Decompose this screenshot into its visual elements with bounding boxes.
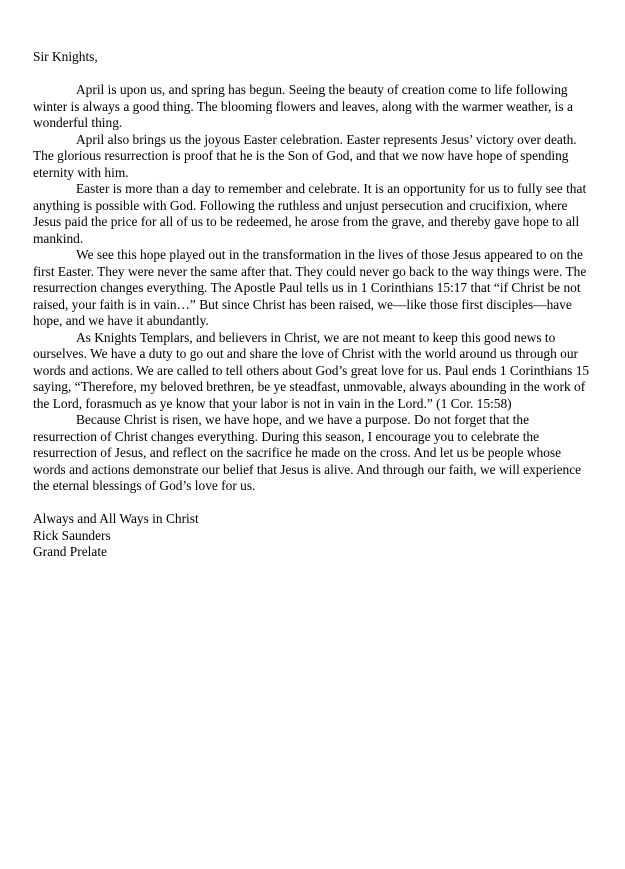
letter-body xyxy=(33,49,595,561)
paragraph-knights-templars: As Knights Templars, and believers in Christ, we are not meant to keep this good news to ourselves. We have a duty to go out and share the love of Christ with the world around us through our words and actions. We are called to tell others about God’s great love for us. Paul ends 1 Corinthians 15 saying, “Therefore, my beloved brethren, be ye steadfast, unmovable, always abounding in the work of the Lord, forasmuch as ye know that your labor is not in vain in the Lord.” (1 Cor. 15:58) xyxy=(33,329,590,411)
signer-title: Grand Prelate xyxy=(33,544,107,559)
salutation: Sir Knights, xyxy=(33,49,98,64)
signer-name: Rick Saunders xyxy=(33,527,111,543)
paragraph-easter: April also brings us the joyous Easter celebration. Easter represents Jesus’ victory over death. The glorious resurrection is proof that he is the Son of God, and that we now have hope of spending eternity with him. xyxy=(33,131,577,180)
paragraph-purpose: Because Christ is risen, we have hope, and we have a purpose. Do not forget that the resurrection of Christ changes everything. During this season, I encourage you to celebrate the resurrection of Jesus, and reflect on the sacrifice he made on the cross. And let us be people whose words and actions demonstrate our belief that Jesus is alive. And through our faith, we will experience the eternal blessings of God’s love for us. xyxy=(33,412,582,493)
paragraph-remember: Easter is more than a day to remember and celebrate. It is an opportunity for us to fully see that anything is possible with God. Following the ruthless and unjust persecution and crucifixion, where Jesus paid the price for all of us to be redeemed, he arose from the grave, and thereby gave hope to all mankind. xyxy=(33,181,587,246)
paragraph-spring: April is upon us, and spring has begun. Seeing the beauty of creation come to life following winter is always a good thing. The blooming flowers and leaves, along with the warmer weather, is a wonderful thing. xyxy=(33,82,573,130)
paragraph-hope: We see this hope played out in the transformation in the lives of those Jesus appeared to on the first Easter. They were never the same after that. They could never go back to the way things were. The resurrection changes everything. The Apostle Paul tells us in 1 Corinthians 15:17 that “if Christ be not raised, your faith is in vain…” But since Christ has been raised, we—like those first disciples—have hope, and we have it abundantly. xyxy=(33,247,587,328)
signature-block xyxy=(33,511,595,561)
closing-phrase: Always and All Ways in Christ xyxy=(33,511,199,526)
